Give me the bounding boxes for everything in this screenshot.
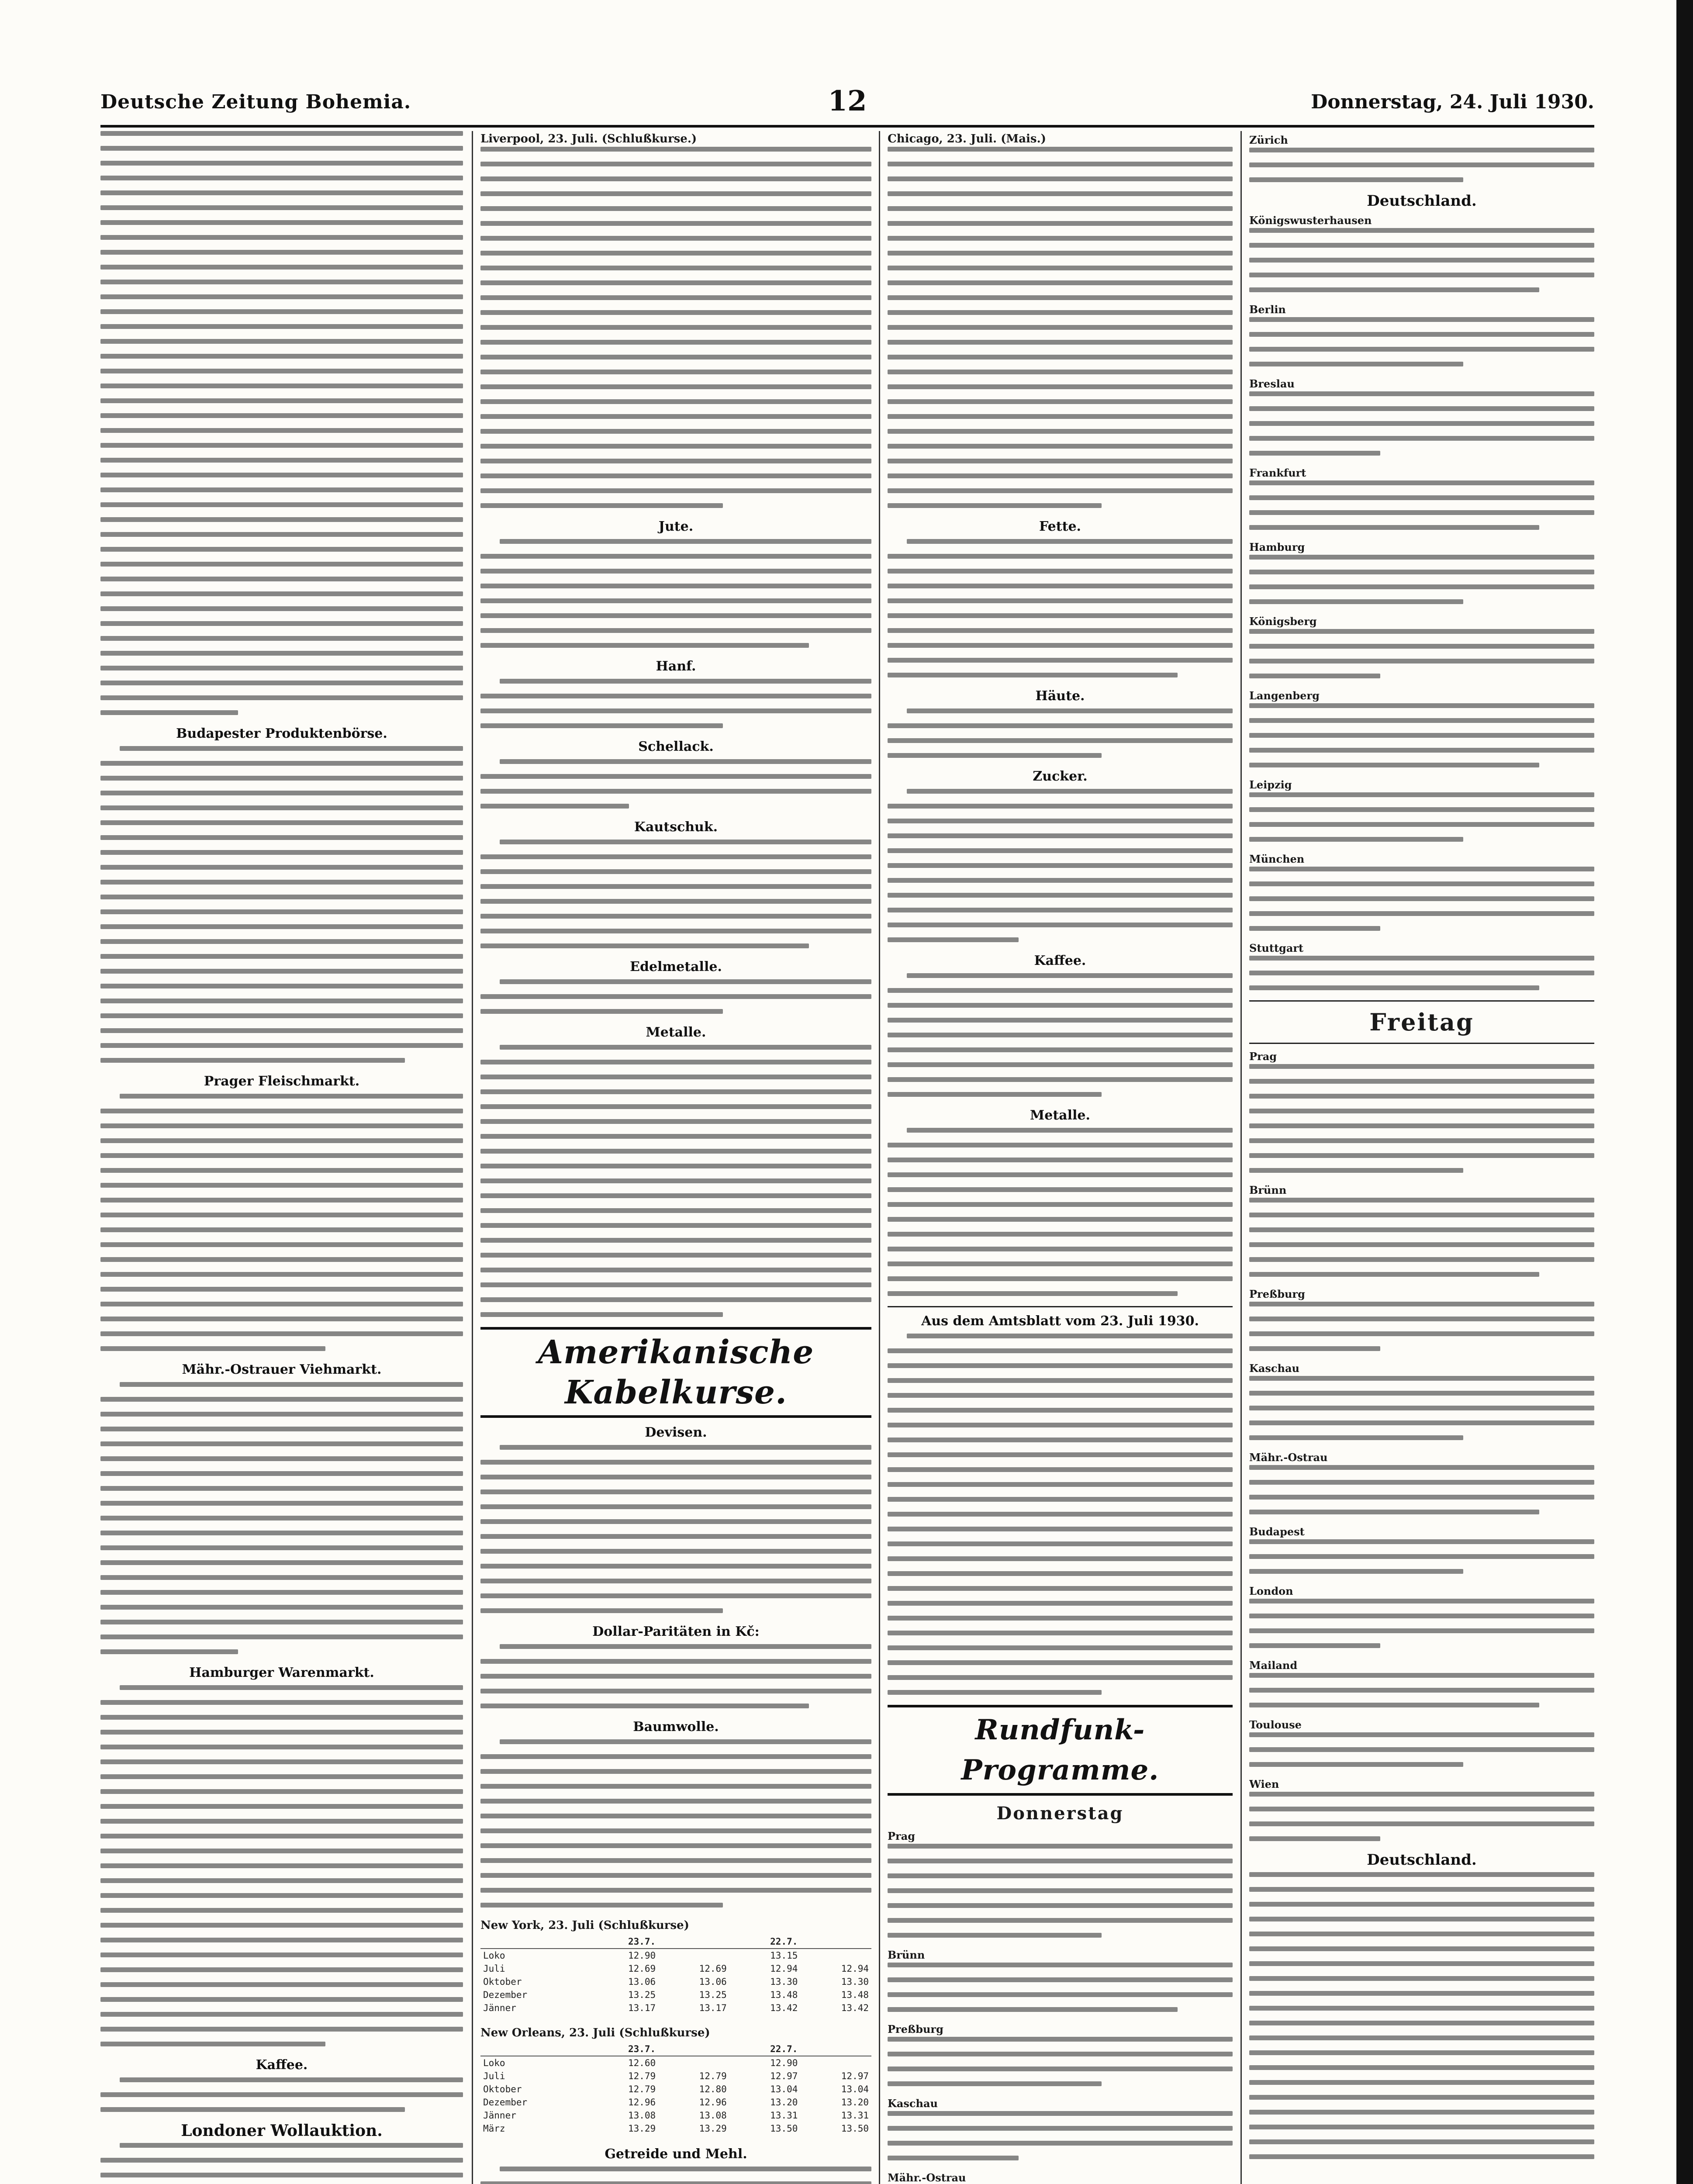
publication-name: Deutsche Zeitung Bohemia. xyxy=(100,91,411,113)
station-name: Preßburg xyxy=(1249,1288,1305,1300)
station-name: Mähr.-Ostrau xyxy=(888,2171,966,2184)
station-name: Wien xyxy=(1249,1778,1279,1790)
article-text xyxy=(480,1045,871,1317)
price-table xyxy=(480,2042,871,2135)
section-heading: Freitag xyxy=(1369,1008,1474,1036)
program-text xyxy=(1249,317,1594,366)
table-row: Jänner 13.17 13.17 13.42 13.42 xyxy=(483,2003,869,2013)
program-text xyxy=(1249,1198,1594,1277)
column-divider xyxy=(879,131,880,2184)
table-row: Dezember 13.25 13.25 13.48 13.48 xyxy=(483,1990,869,2000)
article-text xyxy=(480,759,871,809)
article-text xyxy=(100,131,463,715)
article-text xyxy=(480,979,871,1014)
article-text xyxy=(480,1739,871,1908)
price-table xyxy=(480,1935,871,2015)
station-name: Königswusterhausen xyxy=(1249,214,1372,227)
table-header xyxy=(480,1935,587,1949)
table-row: Jänner 13.08 13.08 13.31 13.31 xyxy=(483,2110,869,2121)
program-text xyxy=(1249,1673,1594,1707)
station-name: Breslau xyxy=(1249,377,1295,390)
table-caption: New Orleans, 23. Juli (Schlußkurse) xyxy=(480,2026,710,2039)
table-header xyxy=(658,1935,729,1949)
article-text xyxy=(100,2143,463,2184)
feature-title: Rundfunk-Programme. xyxy=(888,1705,1233,1796)
table-header: 22.7. xyxy=(729,1935,801,1949)
feature-subtitle: Donnerstag xyxy=(996,1803,1124,1824)
article-text xyxy=(888,1334,1233,1695)
section-heading: Aus dem Amtsblatt vom 23. Juli 1930. xyxy=(921,1313,1199,1329)
section-heading: Schellack. xyxy=(638,739,714,754)
program-text xyxy=(888,2111,1233,2160)
station-name: Königsberg xyxy=(1249,615,1317,628)
station-name: Hamburg xyxy=(1249,541,1305,553)
table-row: Loko 12.90 13.15 xyxy=(483,1950,798,1961)
station-name: Mailand xyxy=(1249,1659,1298,1672)
section-heading: Getreide und Mehl. xyxy=(605,2146,747,2162)
divider xyxy=(888,1306,1233,1307)
article-text xyxy=(888,539,1233,677)
program-text xyxy=(1249,391,1594,456)
section-heading: Budapester Produktenbörse. xyxy=(176,726,387,741)
section-heading: Mähr.-Ostrauer Viehmarkt. xyxy=(182,1362,382,1377)
feature-title: Amerikanische Kabelkurse. xyxy=(480,1327,871,1418)
article-text xyxy=(100,1685,463,2046)
program-text xyxy=(1249,148,1594,182)
article-text xyxy=(480,2167,871,2184)
program-text xyxy=(1249,1376,1594,1440)
article-text xyxy=(888,1128,1233,1296)
station-name: Toulouse xyxy=(1249,1718,1302,1731)
section-heading: Hamburger Warenmarkt. xyxy=(189,1665,374,1680)
section-heading: Edelmetalle. xyxy=(630,959,722,975)
column-divider xyxy=(1240,131,1242,2184)
program-text xyxy=(1249,792,1594,842)
page-header xyxy=(100,87,1594,122)
program-text xyxy=(1249,1599,1594,1648)
article-text xyxy=(888,147,1233,508)
station-name: Zürich xyxy=(1249,134,1288,146)
station-name: Leipzig xyxy=(1249,778,1292,791)
column-divider xyxy=(472,131,473,2184)
station-name: Brünn xyxy=(888,1949,925,1961)
program-text xyxy=(1249,1539,1594,1574)
section-heading: Prager Fleischmarkt. xyxy=(204,1074,360,1089)
station-name: Preßburg xyxy=(888,2023,943,2035)
program-text xyxy=(1249,555,1594,604)
section-heading: Kautschuk. xyxy=(634,819,718,835)
table-header: 23.7. xyxy=(587,2042,659,2056)
table-header: 22.7. xyxy=(729,2042,801,2056)
station-name: Brünn xyxy=(1249,1184,1287,1196)
section-heading: Deutschland. xyxy=(1367,1851,1477,1869)
column-markets-3 xyxy=(888,131,1233,2184)
section-heading: Deutschland. xyxy=(1367,192,1477,210)
table-header xyxy=(800,1935,871,1949)
section-heading: Jute. xyxy=(658,519,694,534)
program-text xyxy=(1249,1872,1594,2159)
article-text xyxy=(100,2077,463,2112)
article-text xyxy=(100,1382,463,1654)
article-text xyxy=(888,789,1233,942)
program-text xyxy=(888,1963,1233,2012)
station-name: Budapest xyxy=(1249,1525,1305,1538)
table-row: Juli 12.69 12.69 12.94 12.94 xyxy=(483,1963,869,1974)
table-row: Loko 12.60 12.90 xyxy=(483,2058,798,2068)
divider xyxy=(1249,1000,1594,1002)
program-text xyxy=(1249,480,1594,530)
page-number: 12 xyxy=(828,85,867,117)
feature-subtitle: Devisen. xyxy=(645,1425,707,1440)
article-text xyxy=(100,746,463,1063)
article-text xyxy=(480,1644,871,1708)
header-rule xyxy=(100,125,1594,128)
station-name: Stuttgart xyxy=(1249,942,1304,954)
program-text xyxy=(1249,867,1594,931)
section-heading: Zucker. xyxy=(1033,769,1088,784)
station-name: London xyxy=(1249,1585,1293,1597)
scan-edge xyxy=(1676,0,1693,2184)
section-heading: Chicago, 23. Juli. (Mais.) xyxy=(888,132,1046,145)
table-header: 23.7. xyxy=(587,1935,659,1949)
table-header xyxy=(480,2042,587,2056)
program-text xyxy=(1249,228,1594,292)
program-text xyxy=(1249,1732,1594,1767)
column-markets-2 xyxy=(480,131,871,2184)
section-heading: Londoner Wollauktion. xyxy=(181,2122,383,2140)
program-text xyxy=(1249,1302,1594,1351)
article-text xyxy=(888,708,1233,758)
program-text xyxy=(1249,1792,1594,1841)
station-name: Mähr.-Ostrau xyxy=(1249,1451,1328,1464)
article-text xyxy=(480,539,871,648)
section-heading: Liverpool, 23. Juli. (Schlußkurse.) xyxy=(480,132,697,145)
table-row: Juli 12.79 12.79 12.97 12.97 xyxy=(483,2071,869,2081)
table-header xyxy=(658,2042,729,2056)
table-row: Oktober 12.79 12.80 13.04 13.04 xyxy=(483,2084,869,2094)
section-heading: Baumwolle. xyxy=(633,1719,719,1735)
article-text xyxy=(480,840,871,948)
divider xyxy=(1249,1043,1594,1044)
station-name: Berlin xyxy=(1249,303,1286,316)
article-text xyxy=(480,1445,871,1613)
section-heading: Metalle. xyxy=(1030,1108,1090,1123)
column-markets-1 xyxy=(100,131,463,2184)
section-heading: Metalle. xyxy=(646,1025,706,1040)
station-name: Langenberg xyxy=(1249,689,1320,702)
price-table-block xyxy=(480,2025,871,2135)
article-text xyxy=(888,973,1233,1097)
station-name: Kaschau xyxy=(1249,1362,1299,1375)
station-name: München xyxy=(1249,853,1305,865)
section-heading: Häute. xyxy=(1035,688,1085,704)
price-table-block xyxy=(480,1918,871,2015)
table-row: Dezember 12.96 12.96 13.20 13.20 xyxy=(483,2097,869,2108)
program-text xyxy=(888,2037,1233,2086)
table-caption: New York, 23. Juli (Schlußkurse) xyxy=(480,1919,689,1932)
station-name: Frankfurt xyxy=(1249,467,1306,479)
section-heading: Kaffee. xyxy=(256,2057,308,2073)
article-text xyxy=(480,679,871,728)
program-text xyxy=(1249,703,1594,767)
table-row: März 13.29 13.29 13.50 13.50 xyxy=(483,2123,869,2134)
program-text xyxy=(1249,629,1594,678)
section-heading: Dollar-Paritäten in Kč: xyxy=(592,1624,760,1639)
table-header xyxy=(800,2042,871,2056)
program-text xyxy=(1249,1064,1594,1173)
issue-date: Donnerstag, 24. Juli 1930. xyxy=(1311,91,1594,113)
table-row: Oktober 13.06 13.06 13.30 13.30 xyxy=(483,1977,869,1987)
section-heading: Kaffee. xyxy=(1034,953,1086,968)
station-name: Prag xyxy=(1249,1050,1277,1063)
section-heading: Fette. xyxy=(1039,519,1081,534)
article-text xyxy=(100,1094,463,1351)
article-text xyxy=(480,147,871,508)
program-text xyxy=(1249,1465,1594,1514)
program-text xyxy=(1249,956,1594,990)
program-text xyxy=(888,1844,1233,1938)
section-heading: Hanf. xyxy=(656,659,696,674)
column-radio xyxy=(1249,131,1594,2184)
station-name: Prag xyxy=(888,1830,916,1842)
station-name: Kaschau xyxy=(888,2097,938,2110)
